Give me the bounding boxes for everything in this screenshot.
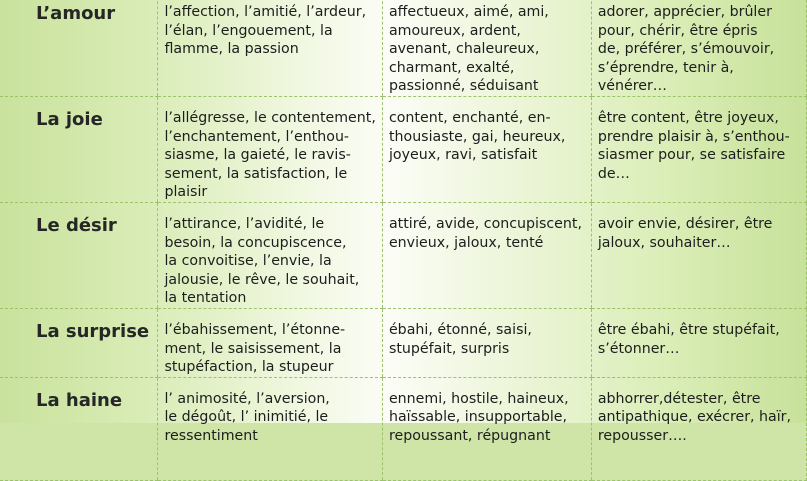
verbs-cell <box>591 377 806 480</box>
adjectives-text: content, enchanté, en- thousiaste, gai, heureux, joyeux, ravi, satisfait <box>388 109 566 164</box>
emotion-label <box>0 377 158 480</box>
nouns-cell <box>158 96 382 202</box>
nouns-text: l’allégresse, le contentement, l’enchantement, l’enthou- siasme, la gaieté, le ravis- sement, la satisfaction, le plaisir <box>164 109 376 201</box>
adjectives-cell <box>382 308 591 377</box>
table-row <box>0 308 807 377</box>
table-row <box>0 377 807 480</box>
emotion-label <box>0 308 158 377</box>
verbs-cell <box>591 96 806 202</box>
table-row <box>0 0 807 96</box>
nouns-text: l’ébahissement, l’étonne- ment, le saisissement, la stupéfaction, la stupeur <box>164 321 346 376</box>
adjectives-text: affectueux, aimé, ami, amoureux, ardent, avenant, chaleureux, charmant, exalté, passionné, séduisant <box>388 4 549 95</box>
adjectives-cell <box>382 377 591 480</box>
verbs-text: être ébahi, être stupéfait, s’étonner… <box>597 321 780 357</box>
adjectives-text: attiré, avide, concupiscent, envieux, jaloux, tenté <box>388 215 582 251</box>
emotion-label-text: La joie <box>36 108 103 130</box>
nouns-text: l’attirance, l’avidité, le besoin, la concupiscence, la convoitise, l’envie, la jalousie, le rêve, le souhait, la tentation <box>164 215 360 307</box>
adjectives-cell <box>382 0 591 96</box>
adjectives-cell <box>382 202 591 308</box>
emotion-label <box>0 202 158 308</box>
emotion-label <box>0 96 158 202</box>
adjectives-text: ennemi, hostile, haineux, haïssable, insupportable, repoussant, répugnant <box>388 390 569 444</box>
emotion-label-text: La haine <box>36 389 123 411</box>
nouns-text: l’affection, l’amitié, l’ardeur, l’élan, l’engouement, la flamme, la passion <box>164 4 367 58</box>
verbs-text: adorer, apprécier, brûler pour, chérir, être épris de, préférer, s’émouvoir, s’éprendre, tenir à, vénérer… <box>597 4 775 95</box>
verbs-cell <box>591 0 806 96</box>
adjectives-cell <box>382 96 591 202</box>
table-row <box>0 202 807 308</box>
nouns-cell <box>158 202 382 308</box>
emotion-label <box>0 0 158 96</box>
verbs-cell <box>591 308 806 377</box>
adjectives-text: ébahi, étonné, saisi, stupéfait, surpris <box>388 321 532 357</box>
table-row <box>0 96 807 202</box>
verbs-text: avoir envie, désirer, être jaloux, souhaiter… <box>597 215 773 251</box>
verbs-text: abhorrer,détester, être antipathique, exécrer, haïr, repousser…. <box>597 390 792 444</box>
nouns-cell <box>158 0 382 96</box>
emotion-label-text: L’amour <box>36 3 116 24</box>
emotion-label-text: Le désir <box>36 214 117 236</box>
verbs-cell <box>591 202 806 308</box>
nouns-cell <box>158 377 382 480</box>
emotion-label-text: La surprise <box>36 320 150 342</box>
nouns-cell <box>158 308 382 377</box>
nouns-text: l’ animosité, l’aversion, le dégoût, l’ inimitié, le ressentiment <box>164 390 330 444</box>
verbs-text: être content, être joyeux, prendre plaisir à, s’enthou- siasmer pour, se satisfaire de… <box>597 109 790 182</box>
